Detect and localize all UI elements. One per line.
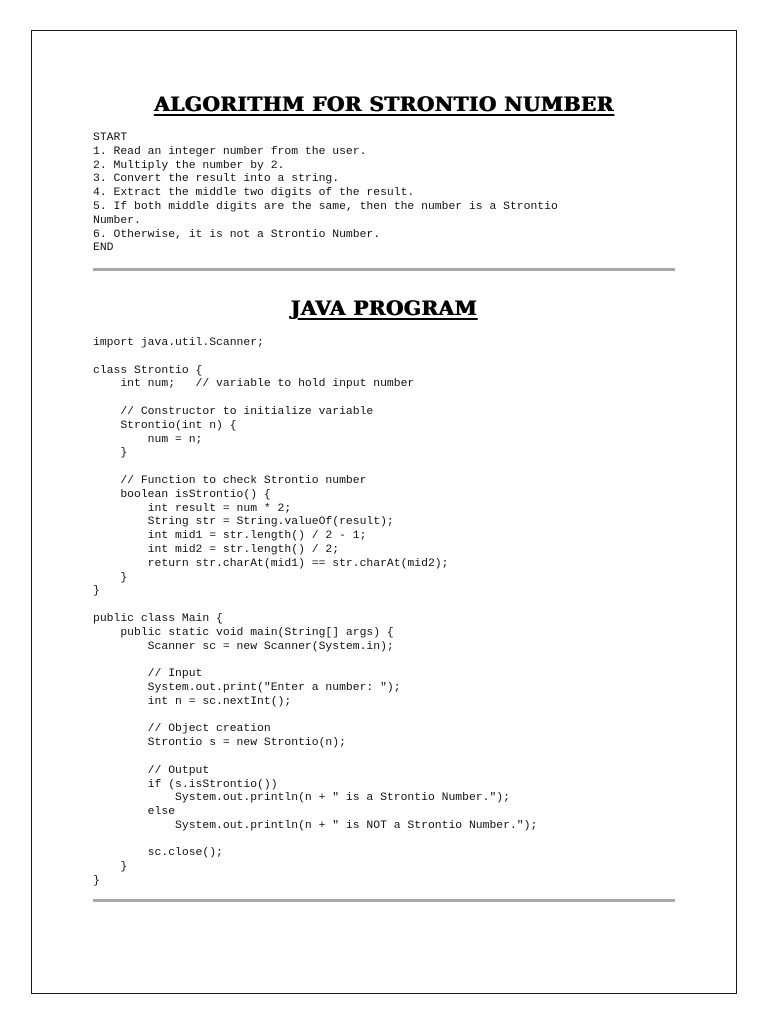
code-line: int mid1 = str.length() / 2 - 1; <box>93 530 367 543</box>
code-line <box>93 392 537 406</box>
code-line: return str.charAt(mid1) == str.charAt(mid2); <box>93 557 449 570</box>
code-line: // Object creation <box>93 723 271 736</box>
code-line <box>93 751 537 765</box>
code-line: int mid2 = str.length() / 2; <box>93 543 340 556</box>
algorithm-steps <box>93 132 558 256</box>
algorithm-line: Number. <box>93 214 141 227</box>
algorithm-line: 3. Convert the result into a string. <box>93 173 340 186</box>
code-line <box>93 599 537 613</box>
code-line: int n = sc.nextInt(); <box>93 695 292 708</box>
code-line <box>93 654 537 668</box>
code-line: num = n; <box>93 433 203 446</box>
code-line: public class Main { <box>93 612 223 625</box>
code-line <box>93 834 537 848</box>
code-line: // Input <box>93 668 203 681</box>
code-line <box>93 710 537 724</box>
algorithm-line: 1. Read an integer number from the user. <box>93 145 367 158</box>
code-line: public static void main(String[] args) { <box>93 626 394 639</box>
code-line: import java.util.Scanner; <box>93 337 264 349</box>
code-line: // Constructor to initialize variable <box>93 405 374 418</box>
section-divider <box>93 268 675 271</box>
code-line: String str = String.valueOf(result); <box>93 516 394 529</box>
code-line <box>93 461 537 475</box>
code-line: System.out.print("Enter a number: "); <box>93 681 401 694</box>
code-line: System.out.println(n + " is NOT a Strontio Number."); <box>93 819 538 832</box>
code-line: } <box>93 585 100 598</box>
code-line <box>93 351 537 365</box>
algorithm-line: END <box>93 242 114 255</box>
code-line: // Output <box>93 764 210 777</box>
code-line: class Strontio { <box>93 364 203 377</box>
code-line: } <box>93 571 128 584</box>
code-line: Strontio(int n) { <box>93 419 237 432</box>
algorithm-heading: ALGORITHM FOR STRONTIO NUMBER <box>154 92 614 116</box>
algorithm-line: START <box>93 132 128 144</box>
code-line: int num; // variable to hold input number <box>93 378 415 391</box>
algorithm-line: 5. If both middle digits are the same, then the number is a Strontio <box>93 200 558 213</box>
code-line: } <box>93 875 100 888</box>
algorithm-line: 2. Multiply the number by 2. <box>93 159 285 172</box>
java-code-block <box>93 337 537 889</box>
end-divider <box>93 899 675 902</box>
code-line: sc.close(); <box>93 847 223 860</box>
code-line: Scanner sc = new Scanner(System.in); <box>93 640 394 653</box>
code-line: else <box>93 806 176 819</box>
code-line: // Function to check Strontio number <box>93 474 367 487</box>
code-line: if (s.isStrontio()) <box>93 778 278 791</box>
code-line: } <box>93 861 128 874</box>
code-line: boolean isStrontio() { <box>93 488 271 501</box>
algorithm-line: 4. Extract the middle two digits of the result. <box>93 187 415 200</box>
algorithm-line: 6. Otherwise, it is not a Strontio Number. <box>93 228 381 241</box>
code-line: } <box>93 447 128 460</box>
code-line: System.out.println(n + " is a Strontio Number."); <box>93 792 510 805</box>
program-heading: JAVA PROGRAM <box>290 296 478 320</box>
code-line: Strontio s = new Strontio(n); <box>93 737 346 750</box>
code-line: int result = num * 2; <box>93 502 292 515</box>
